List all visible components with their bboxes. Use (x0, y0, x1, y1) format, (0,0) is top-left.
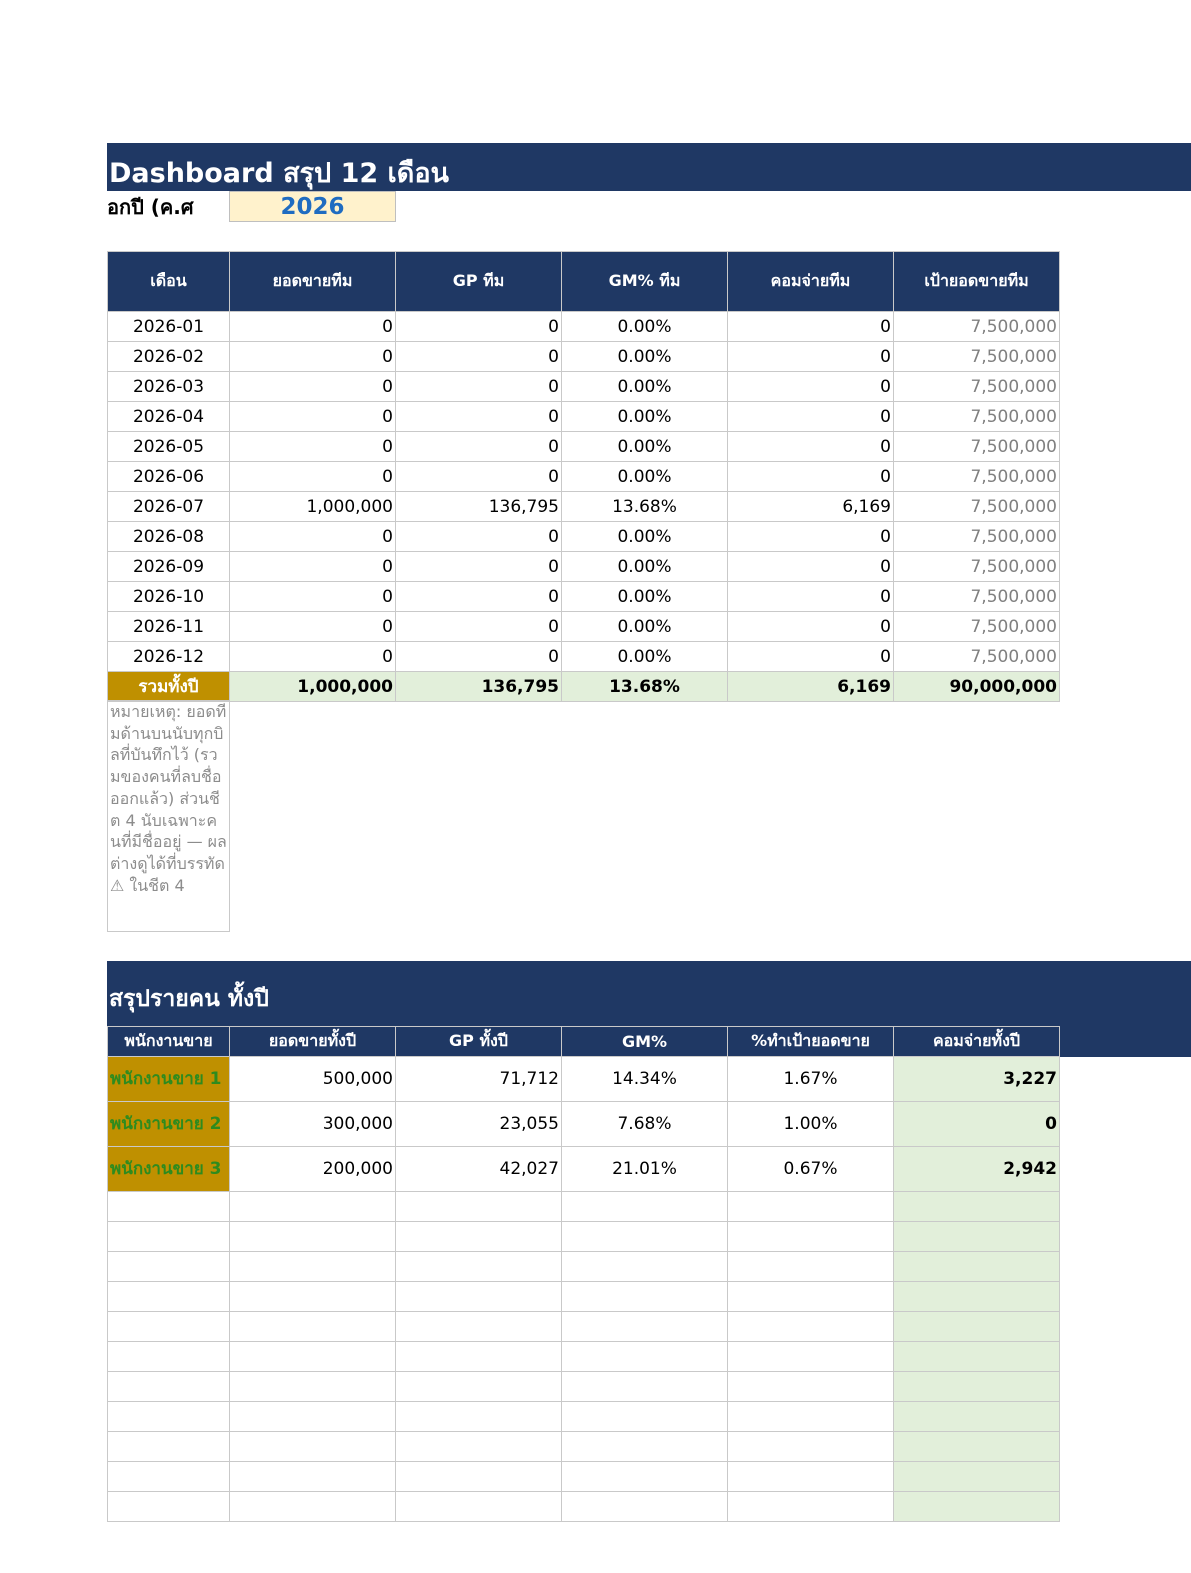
empty-cell[interactable] (562, 1282, 728, 1312)
empty-row (108, 1462, 1060, 1492)
empty-cell[interactable] (108, 1432, 230, 1462)
cell-team-commission[interactable]: 0 (728, 432, 894, 462)
empty-cell[interactable] (396, 1222, 562, 1252)
empty-cell[interactable] (894, 1462, 1060, 1492)
cell-team-gp[interactable]: 0 (396, 522, 562, 552)
salesperson-row (108, 1147, 1060, 1192)
cell-annual-sales[interactable]: 300,000 (230, 1102, 396, 1147)
cell-team-gm[interactable]: 0.00% (562, 462, 728, 492)
empty-cell[interactable] (728, 1462, 894, 1492)
dashboard-title: Dashboard สรุป 12 เดือน (109, 158, 449, 189)
empty-cell[interactable] (108, 1222, 230, 1252)
cell-team-commission[interactable]: 6,169 (728, 492, 894, 522)
empty-cell[interactable] (108, 1282, 230, 1312)
cell-team-gp[interactable]: 0 (396, 372, 562, 402)
empty-row (108, 1342, 1060, 1372)
empty-cell[interactable] (108, 1402, 230, 1432)
cell-salesperson-name[interactable]: พนักงานขาย 3 (108, 1147, 230, 1192)
month-row (108, 612, 1060, 642)
cell-month[interactable]: 2026-02 (108, 342, 230, 372)
cell-team-sales[interactable]: 0 (230, 372, 396, 402)
cell-annual-gp[interactable]: 42,027 (396, 1147, 562, 1192)
empty-cell[interactable] (230, 1222, 396, 1252)
cell-team-sales[interactable]: 1,000,000 (230, 492, 396, 522)
cell-annual-sales[interactable]: 500,000 (230, 1057, 396, 1102)
total-team-target[interactable]: 90,000,000 (894, 672, 1060, 702)
cell-team-commission[interactable]: 0 (728, 612, 894, 642)
empty-cell[interactable] (108, 1372, 230, 1402)
empty-row (108, 1402, 1060, 1432)
empty-cell[interactable] (894, 1282, 1060, 1312)
empty-row (108, 1372, 1060, 1402)
cell-team-target[interactable]: 7,500,000 (894, 612, 1060, 642)
cell-team-sales[interactable]: 0 (230, 462, 396, 492)
col-header-team-gm: GM% ทีม (562, 252, 728, 312)
empty-cell[interactable] (108, 1312, 230, 1342)
empty-cell[interactable] (108, 1492, 230, 1522)
total-row (108, 672, 1060, 702)
month-row (108, 312, 1060, 342)
cell-salesperson-name[interactable]: พนักงานขาย 2 (108, 1102, 230, 1147)
cell-month[interactable]: 2026-12 (108, 642, 230, 672)
empty-cell[interactable] (562, 1222, 728, 1252)
cell-team-target[interactable]: 7,500,000 (894, 312, 1060, 342)
empty-cell[interactable] (894, 1432, 1060, 1462)
empty-cell[interactable] (108, 1252, 230, 1282)
empty-cell[interactable] (894, 1342, 1060, 1372)
cell-team-sales[interactable]: 0 (230, 342, 396, 372)
cell-team-gp[interactable]: 0 (396, 312, 562, 342)
empty-row (108, 1432, 1060, 1462)
cell-team-gp[interactable]: 0 (396, 402, 562, 432)
cell-month[interactable]: 2026-10 (108, 582, 230, 612)
cell-annual-commission[interactable]: 3,227 (894, 1057, 1060, 1102)
empty-cell[interactable] (894, 1492, 1060, 1522)
salesperson-row (108, 1057, 1060, 1102)
empty-cell[interactable] (562, 1462, 728, 1492)
cell-team-sales[interactable]: 0 (230, 582, 396, 612)
col-header-team-sales: ยอดขายทีม (230, 252, 396, 312)
cell-month[interactable]: 2026-04 (108, 402, 230, 432)
empty-row (108, 1222, 1060, 1252)
cell-team-gp[interactable]: 0 (396, 432, 562, 462)
cell-month[interactable]: 2026-07 (108, 492, 230, 522)
cell-team-target[interactable]: 7,500,000 (894, 342, 1060, 372)
cell-salesperson-name[interactable]: พนักงานขาย 1 (108, 1057, 230, 1102)
cell-team-target[interactable]: 7,500,000 (894, 462, 1060, 492)
month-row (108, 492, 1060, 522)
col-header-month: เดือน (108, 252, 230, 312)
monthly-summary-table (107, 251, 1060, 702)
empty-cell[interactable] (108, 1462, 230, 1492)
cell-team-gm[interactable]: 13.68% (562, 492, 728, 522)
col-header-annual-commission: คอมจ่ายทั้งปี (894, 1027, 1060, 1057)
cell-team-sales[interactable]: 0 (230, 552, 396, 582)
cell-month[interactable]: 2026-01 (108, 312, 230, 342)
empty-cell[interactable] (728, 1192, 894, 1222)
cell-team-gm[interactable]: 0.00% (562, 522, 728, 552)
month-row (108, 342, 1060, 372)
col-header-gm: GM% (562, 1027, 728, 1057)
cell-team-gp[interactable]: 0 (396, 342, 562, 372)
monthly-header-row (108, 252, 1060, 312)
cell-team-gm[interactable]: 0.00% (562, 312, 728, 342)
cell-team-gm[interactable]: 0.00% (562, 612, 728, 642)
empty-cell[interactable] (562, 1492, 728, 1522)
cell-team-target[interactable]: 7,500,000 (894, 372, 1060, 402)
empty-cell[interactable] (230, 1282, 396, 1312)
empty-cell[interactable] (108, 1342, 230, 1372)
cell-team-commission[interactable]: 0 (728, 312, 894, 342)
empty-cell[interactable] (728, 1312, 894, 1342)
cell-team-commission[interactable]: 0 (728, 342, 894, 372)
empty-cell[interactable] (562, 1372, 728, 1402)
empty-cell[interactable] (396, 1372, 562, 1402)
cell-team-commission[interactable]: 0 (728, 402, 894, 432)
cell-gm[interactable]: 14.34% (562, 1057, 728, 1102)
cell-team-commission[interactable]: 0 (728, 372, 894, 402)
cell-target-pct[interactable]: 1.67% (728, 1057, 894, 1102)
col-header-team-commission: คอมจ่ายทีม (728, 252, 894, 312)
empty-cell[interactable] (562, 1402, 728, 1432)
cell-team-gp[interactable]: 136,795 (396, 492, 562, 522)
empty-cell[interactable] (230, 1402, 396, 1432)
col-header-team-gp: GP ทีม (396, 252, 562, 312)
cell-month[interactable]: 2026-03 (108, 372, 230, 402)
cell-month[interactable]: 2026-09 (108, 552, 230, 582)
cell-team-sales[interactable]: 0 (230, 612, 396, 642)
empty-cell[interactable] (562, 1312, 728, 1342)
cell-annual-commission[interactable]: 0 (894, 1102, 1060, 1147)
empty-cell[interactable] (894, 1252, 1060, 1282)
person-header-row (108, 1027, 1060, 1057)
empty-cell[interactable] (396, 1402, 562, 1432)
empty-cell[interactable] (562, 1192, 728, 1222)
empty-cell[interactable] (728, 1372, 894, 1402)
empty-cell[interactable] (396, 1192, 562, 1222)
cell-team-gp[interactable]: 0 (396, 462, 562, 492)
empty-cell[interactable] (396, 1462, 562, 1492)
empty-cell[interactable] (728, 1342, 894, 1372)
cell-team-gm[interactable]: 0.00% (562, 552, 728, 582)
col-header-team-target: เป้ายอดขายทีม (894, 252, 1060, 312)
col-header-salesperson: พนักงานขาย (108, 1027, 230, 1057)
empty-cell[interactable] (230, 1462, 396, 1492)
cell-team-commission[interactable]: 0 (728, 642, 894, 672)
empty-row (108, 1252, 1060, 1282)
per-person-title: สรุปรายคน ทั้งปี (109, 986, 269, 1012)
cell-team-target[interactable]: 7,500,000 (894, 432, 1060, 462)
cell-team-target[interactable]: 7,500,000 (894, 492, 1060, 522)
empty-cell[interactable] (396, 1312, 562, 1342)
total-team-commission[interactable]: 6,169 (728, 672, 894, 702)
col-header-target-pct: %ทำเป้ายอดขาย (728, 1027, 894, 1057)
cell-team-sales[interactable]: 0 (230, 522, 396, 552)
empty-cell[interactable] (396, 1252, 562, 1282)
month-row (108, 552, 1060, 582)
cell-month[interactable]: 2026-08 (108, 522, 230, 552)
month-row (108, 582, 1060, 612)
cell-team-sales[interactable]: 0 (230, 642, 396, 672)
total-team-gm[interactable]: 13.68% (562, 672, 728, 702)
year-input[interactable]: 2026 (229, 191, 396, 222)
month-row (108, 432, 1060, 462)
cell-team-target[interactable]: 7,500,000 (894, 582, 1060, 612)
empty-cell[interactable] (108, 1192, 230, 1222)
cell-team-commission[interactable]: 0 (728, 552, 894, 582)
cell-team-commission[interactable]: 0 (728, 522, 894, 552)
cell-month[interactable]: 2026-06 (108, 462, 230, 492)
empty-cell[interactable] (230, 1432, 396, 1462)
cell-annual-commission[interactable]: 2,942 (894, 1147, 1060, 1192)
cell-month[interactable]: 2026-05 (108, 432, 230, 462)
cell-team-gp[interactable]: 0 (396, 552, 562, 582)
dashboard-title-banner (107, 143, 1191, 191)
total-team-sales[interactable]: 1,000,000 (230, 672, 396, 702)
empty-cell[interactable] (562, 1252, 728, 1282)
empty-cell[interactable] (396, 1492, 562, 1522)
cell-team-gp[interactable]: 0 (396, 582, 562, 612)
cell-month[interactable]: 2026-11 (108, 612, 230, 642)
team-note: หมายเหตุ: ยอดทีมด้านบนนับทุกบิลที่บันทึกไว้ (รวมของคนที่ลบชื่อออกแล้ว) ส่วนชีต 4 นับเฉพาะคนที่มีชื่ออยู่ — ผลต่างดูได้ที่บรรทัด ⚠ ในชีต 4 (107, 700, 230, 932)
empty-cell[interactable] (230, 1252, 396, 1282)
cell-gm[interactable]: 7.68% (562, 1102, 728, 1147)
cell-team-gm[interactable]: 0.00% (562, 372, 728, 402)
month-row (108, 372, 1060, 402)
empty-cell[interactable] (230, 1192, 396, 1222)
empty-cell[interactable] (728, 1252, 894, 1282)
cell-team-target[interactable]: 7,500,000 (894, 552, 1060, 582)
cell-team-sales[interactable]: 0 (230, 432, 396, 462)
cell-annual-gp[interactable]: 23,055 (396, 1102, 562, 1147)
month-row (108, 462, 1060, 492)
cell-team-gp[interactable]: 0 (396, 612, 562, 642)
total-label: รวมทั้งปี (108, 672, 230, 702)
cell-team-gm[interactable]: 0.00% (562, 342, 728, 372)
empty-cell[interactable] (230, 1492, 396, 1522)
empty-cell[interactable] (894, 1222, 1060, 1252)
cell-team-target[interactable]: 7,500,000 (894, 642, 1060, 672)
cell-annual-gp[interactable]: 71,712 (396, 1057, 562, 1102)
cell-team-commission[interactable]: 0 (728, 582, 894, 612)
cell-target-pct[interactable]: 0.67% (728, 1147, 894, 1192)
empty-cell[interactable] (230, 1342, 396, 1372)
empty-cell[interactable] (396, 1342, 562, 1372)
cell-team-sales[interactable]: 0 (230, 312, 396, 342)
per-person-table (107, 1026, 1060, 1522)
empty-cell[interactable] (396, 1432, 562, 1462)
empty-cell[interactable] (396, 1282, 562, 1312)
empty-cell[interactable] (728, 1402, 894, 1432)
empty-cell[interactable] (562, 1342, 728, 1372)
cell-team-target[interactable]: 7,500,000 (894, 402, 1060, 432)
cell-target-pct[interactable]: 1.00% (728, 1102, 894, 1147)
cell-team-sales[interactable]: 0 (230, 402, 396, 432)
empty-cell[interactable] (728, 1222, 894, 1252)
cell-team-gm[interactable]: 0.00% (562, 582, 728, 612)
empty-cell[interactable] (230, 1312, 396, 1342)
month-row (108, 402, 1060, 432)
empty-cell[interactable] (894, 1312, 1060, 1342)
cell-team-commission[interactable]: 0 (728, 462, 894, 492)
month-row (108, 642, 1060, 672)
cell-team-gm[interactable]: 0.00% (562, 432, 728, 462)
cell-gm[interactable]: 21.01% (562, 1147, 728, 1192)
empty-row (108, 1492, 1060, 1522)
cell-team-gp[interactable]: 0 (396, 642, 562, 672)
empty-cell[interactable] (894, 1192, 1060, 1222)
month-row (108, 522, 1060, 552)
empty-row (108, 1312, 1060, 1342)
empty-row (108, 1192, 1060, 1222)
cell-team-target[interactable]: 7,500,000 (894, 522, 1060, 552)
total-team-gp[interactable]: 136,795 (396, 672, 562, 702)
empty-cell[interactable] (230, 1372, 396, 1402)
empty-cell[interactable] (894, 1372, 1060, 1402)
col-header-annual-gp: GP ทั้งปี (396, 1027, 562, 1057)
empty-cell[interactable] (728, 1432, 894, 1462)
empty-cell[interactable] (728, 1492, 894, 1522)
empty-row (108, 1282, 1060, 1312)
cell-team-gm[interactable]: 0.00% (562, 402, 728, 432)
empty-cell[interactable] (728, 1282, 894, 1312)
cell-annual-sales[interactable]: 200,000 (230, 1147, 396, 1192)
empty-cell[interactable] (562, 1432, 728, 1462)
year-label: อกปี (ค.ศ (107, 195, 194, 219)
col-header-annual-sales: ยอดขายทั้งปี (230, 1027, 396, 1057)
salesperson-row (108, 1102, 1060, 1147)
empty-cell[interactable] (894, 1402, 1060, 1432)
cell-team-gm[interactable]: 0.00% (562, 642, 728, 672)
